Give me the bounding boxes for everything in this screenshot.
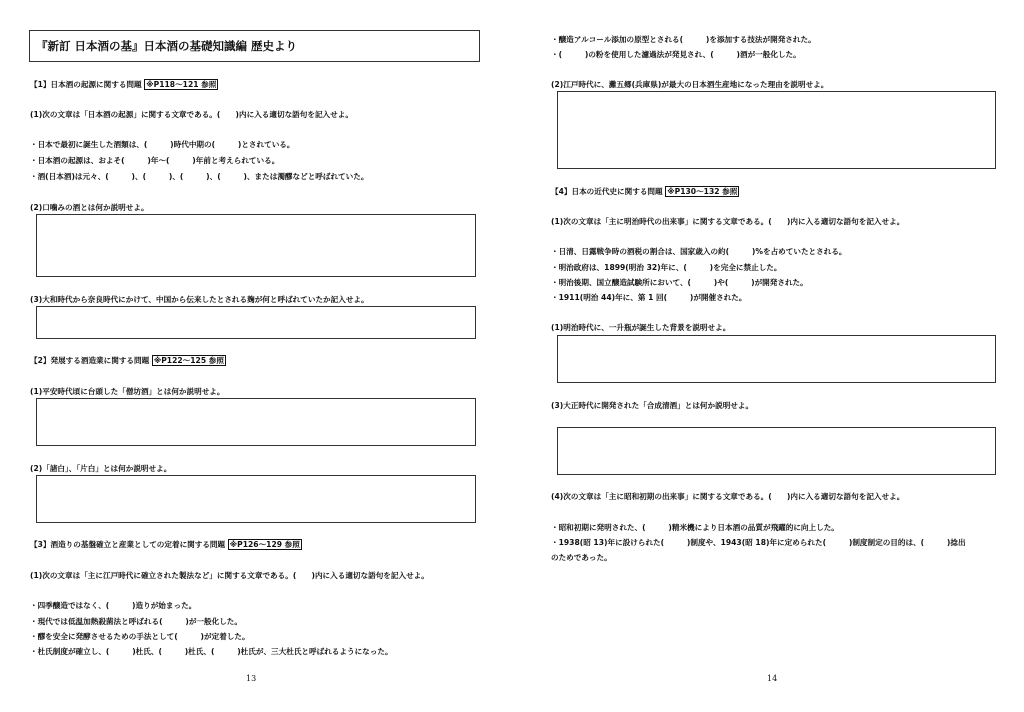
answer-box[interactable] bbox=[557, 335, 996, 383]
page-number-13: 13 bbox=[246, 674, 257, 683]
section-4-heading-text: 【4】日本の近代史に関する問題 bbox=[551, 187, 663, 196]
s3-fill-line: ・杜氏制度が確立し、( )杜氏、( )杜氏、( )杜氏が、三大杜氏と呼ばれるようになった。 bbox=[30, 647, 393, 656]
answer-box[interactable] bbox=[36, 306, 476, 339]
p14-question-2: (2)江戸時代に、灘五郷(兵庫県)が最大の日本酒生産地になった理由を説明せよ。 bbox=[551, 80, 829, 89]
s4-fill-line: ・昭和初期に発明された、( )精米機により日本酒の品質が飛躍的に向上した。 bbox=[551, 523, 839, 532]
s1-fill-line: ・日本酒の起源は、およそ( )年〜( )年前と考えられている。 bbox=[30, 156, 280, 165]
s4-fill-line: ・明治後期、国立醸造試験所において、( )や( )が開発された。 bbox=[551, 278, 808, 287]
s2-question-2: (2)「諸白」、「片白」とは何か説明せよ。 bbox=[30, 464, 172, 473]
answer-box[interactable] bbox=[36, 214, 476, 277]
section-1-ref: ※P118〜121 参照 bbox=[146, 80, 217, 89]
page-title: 『新訂 日本酒の基』日本酒の基礎知識編 歴史より bbox=[36, 39, 298, 53]
s4-fill-line: ・明治政府は、1899(明治 32)年に、( )を完全に禁止した。 bbox=[551, 263, 782, 272]
s3-question-1: (1)次の文章は「主に江戸時代に確立された製法など」に関する文章である。( )内に入る適切な語句を記入せよ。 bbox=[30, 571, 429, 580]
s3-fill-line: ・醪を安全に発酵させるための手法として( )が定着した。 bbox=[30, 632, 250, 641]
section-4-heading bbox=[551, 187, 739, 197]
s4-fill-line: のためであった。 bbox=[551, 553, 612, 562]
section-4-ref: ※P130〜132 参照 bbox=[667, 187, 738, 196]
section-1-heading-text: 【1】日本酒の起源に関する問題 bbox=[30, 80, 142, 89]
section-2-heading bbox=[30, 356, 226, 366]
answer-box[interactable] bbox=[557, 91, 996, 169]
p14-fill-line: ・醸造アルコール添加の原型とされる( )を添加する技法が開発された。 bbox=[551, 35, 816, 44]
s1-question-1: (1)次の文章は「日本酒の起源」に関する文章である。( )内に入る適切な語句を記入せよ。 bbox=[30, 110, 353, 119]
s4-fill-line: ・日清、日露戦争時の酒税の割合は、国家歳入の約( )%を占めていたとされる。 bbox=[551, 247, 847, 256]
s4-question-bottle: (1)明治時代に、一升瓶が誕生した背景を説明せよ。 bbox=[551, 323, 731, 332]
s1-question-2: (2)口噛みの酒とは何か説明せよ。 bbox=[30, 203, 149, 212]
section-1-heading bbox=[30, 80, 218, 90]
s1-fill-line: ・酒(日本酒)は元々、( )、( )、( )、( )、または濁醪などと呼ばれていた。 bbox=[30, 172, 369, 181]
p14-fill-line: ・( )の粉を使用した濾過法が発見され、( )酒が一般化した。 bbox=[551, 50, 801, 59]
s4-question-4: (4)次の文章は「主に昭和初期の出来事」に関する文章である。( )内に入る適切な語句を記入せよ。 bbox=[551, 492, 905, 501]
s4-question-3: (3)大正時代に開発された「合成清酒」とは何か説明せよ。 bbox=[551, 401, 754, 410]
answer-box[interactable] bbox=[557, 427, 996, 475]
answer-box[interactable] bbox=[36, 398, 476, 446]
s1-question-3: (3)大和時代から奈良時代にかけて、中国から伝来したとされる麹が何と呼ばれていたか記入せよ。 bbox=[30, 295, 369, 304]
s4-question-1: (1)次の文章は「主に明治時代の出来事」に関する文章である。( )内に入る適切な語句を記入せよ。 bbox=[551, 217, 905, 226]
s2-question-1: (1)平安時代頃に台頭した「僧坊酒」とは何か説明せよ。 bbox=[30, 387, 225, 396]
s3-fill-line: ・四季醸造ではなく、( )造りが始まった。 bbox=[30, 601, 197, 610]
section-2-heading-text: 【2】発展する酒造業に関する問題 bbox=[30, 356, 150, 365]
section-3-heading-text: 【3】酒造りの基盤確立と産業としての定着に関する問題 bbox=[30, 540, 226, 549]
s1-fill-line: ・日本で最初に誕生した酒類は、( )時代中期の( )とされている。 bbox=[30, 140, 295, 149]
s4-fill-line: ・1938(昭 13)年に設けられた( )制度や、1943(昭 18)年に定められた( )制度制定の目的は、( )捻出 bbox=[551, 538, 966, 547]
answer-box[interactable] bbox=[36, 475, 476, 523]
s3-fill-line: ・現代では低温加熱殺菌法と呼ばれる( )が一般化した。 bbox=[30, 617, 242, 626]
section-3-heading bbox=[30, 540, 302, 550]
section-2-ref: ※P122〜125 参照 bbox=[153, 356, 224, 365]
s4-fill-line: ・1911(明治 44)年に、第 1 回( )が開催された。 bbox=[551, 293, 747, 302]
section-3-ref: ※P126〜129 参照 bbox=[229, 540, 300, 549]
page-number-14: 14 bbox=[767, 674, 778, 683]
